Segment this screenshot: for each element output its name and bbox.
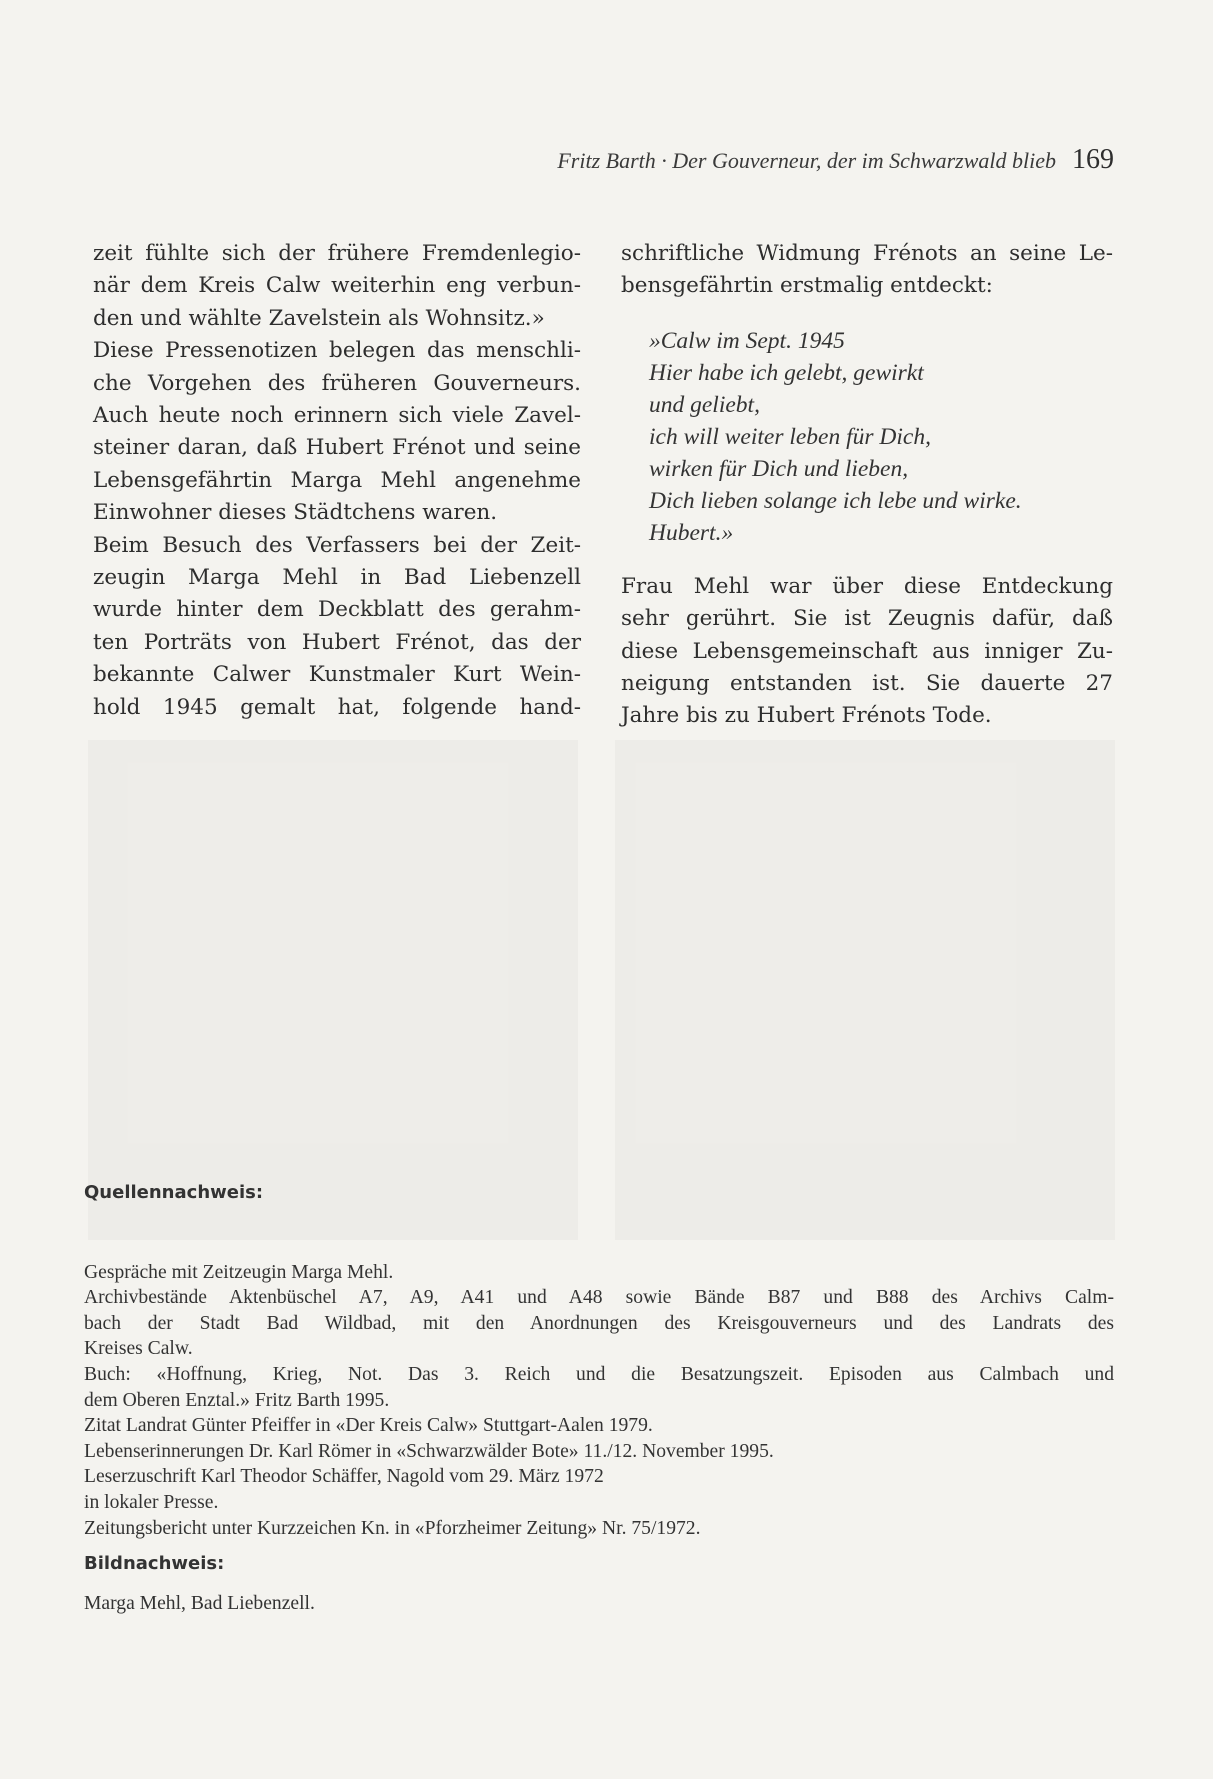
sources-heading: Quellennachweis: [84,1182,264,1203]
text-line: sehr gerührt. Sie ist Zeugnis dafür, daß [621,606,1113,632]
running-head [300,144,1114,176]
poem-line: wirken für Dich und lieben, [649,455,909,482]
image-credit: Marga Mehl, Bad Liebenzell. [84,1592,315,1614]
source-line: Leserzuschrift Karl Theodor Schäffer, Nagold vom 29. März 1972 [84,1466,604,1488]
image-credits-heading: Bildnachweis: [84,1553,225,1575]
page-number: 169 [1072,144,1114,175]
text-line: Diese Pressenotizen belegen das menschli- [93,338,581,364]
right-column [621,238,1113,733]
text-line: wurde hinter dem Deckblatt des gerahm- [93,597,581,623]
poem-line: und geliebt, [649,391,760,418]
text-line: che Vorgehen des früheren Gouverneurs. [93,370,581,396]
text-line: den und wählte Zavelstein als Wohnsitz.» [93,305,545,331]
text-line: Auch heute noch erinnern sich viele Zavel- [93,403,581,429]
text-line: neigung entstanden ist. Sie dauerte 27 [621,671,1113,697]
text-line: steiner daran, daß Hubert Frénot und seine [93,435,581,461]
source-line: Zitat Landrat Günter Pfeiffer in «Der Kreis Calw» Stuttgart-Aalen 1979. [84,1415,653,1437]
source-line: Gespräche mit Zeitzeugin Marga Mehl. [84,1261,394,1283]
text-line: bekannte Calwer Kunstmaler Kurt Wein- [93,662,581,688]
text-line: när dem Kreis Calw weiterhin eng verbun- [93,273,581,299]
left-column [93,238,581,724]
source-line: in lokaler Presse. [84,1491,219,1513]
poem-line: Hubert.» [649,519,734,546]
text-line: Beim Besuch des Verfassers bei der Zeit- [93,532,581,558]
source-line: dem Oberen Enztal.» Fritz Barth 1995. [84,1389,390,1411]
source-line: Lebenserinnerungen Dr. Karl Römer in «Schwarzwälder Bote» 11./12. November 1995. [84,1440,774,1462]
show-through-right-text [615,740,1115,1240]
text-line: ten Porträts von Hubert Frénot, das der [93,629,581,655]
source-line: Zeitungsbericht unter Kurzzeichen Kn. in «Pforzheimer Zeitung» Nr. 75/1972. [84,1517,701,1539]
show-through-left-image [88,740,578,1240]
right-intro-paragraph [621,238,1113,303]
source-line: Kreises Calw. [84,1338,193,1360]
text-line: Einwohner dieses Städtchens waren. [93,500,498,526]
text-line: hold 1945 gemalt hat, folgende hand- [93,694,581,720]
right-outro-paragraph [621,571,1113,733]
text-line: Frau Mehl war über diese Entdeckung [621,573,1113,599]
source-line: Archivbestände Aktenbüschel A7, A9, A41 und A48 sowie Bände B87 und B88 des Archivs Calm- [84,1287,1114,1309]
poem-line: »Calw im Sept. 1945 [649,327,845,354]
text-line: zeit fühlte sich der frühere Fremdenlegio- [93,241,581,266]
text-line: bensgefährtin erstmalig entdeckt: [621,273,993,299]
dedication-poem [649,325,1113,549]
source-line: Buch: «Hoffnung, Krieg, Not. Das 3. Reich und die Besatzungszeit. Episoden aus Calmbach und [84,1363,1114,1385]
sources-section [84,1180,1114,1616]
text-line: diese Lebensgemeinschaft aus inniger Zu- [621,638,1113,664]
left-paragraph [93,238,581,724]
poem-line: Hier habe ich gelebt, gewirkt [649,359,924,386]
running-title: Fritz Barth · Der Gouverneur, der im Schwarzwald blieb [557,148,1056,173]
poem-line: Dich lieben solange ich lebe und wirke. [649,487,1022,514]
text-line: Lebensgefährtin Marga Mehl angenehme [93,467,581,493]
text-line: Jahre bis zu Hubert Frénots Tode. [621,703,992,729]
text-line: schriftliche Widmung Frénots an seine Le- [621,241,1113,266]
source-line: bach der Stadt Bad Wildbad, mit den Anordnungen des Kreisgouverneurs und des Landrats des [84,1312,1114,1334]
poem-line: ich will weiter leben für Dich, [649,423,931,450]
text-line: zeugin Marga Mehl in Bad Liebenzell [93,565,581,591]
